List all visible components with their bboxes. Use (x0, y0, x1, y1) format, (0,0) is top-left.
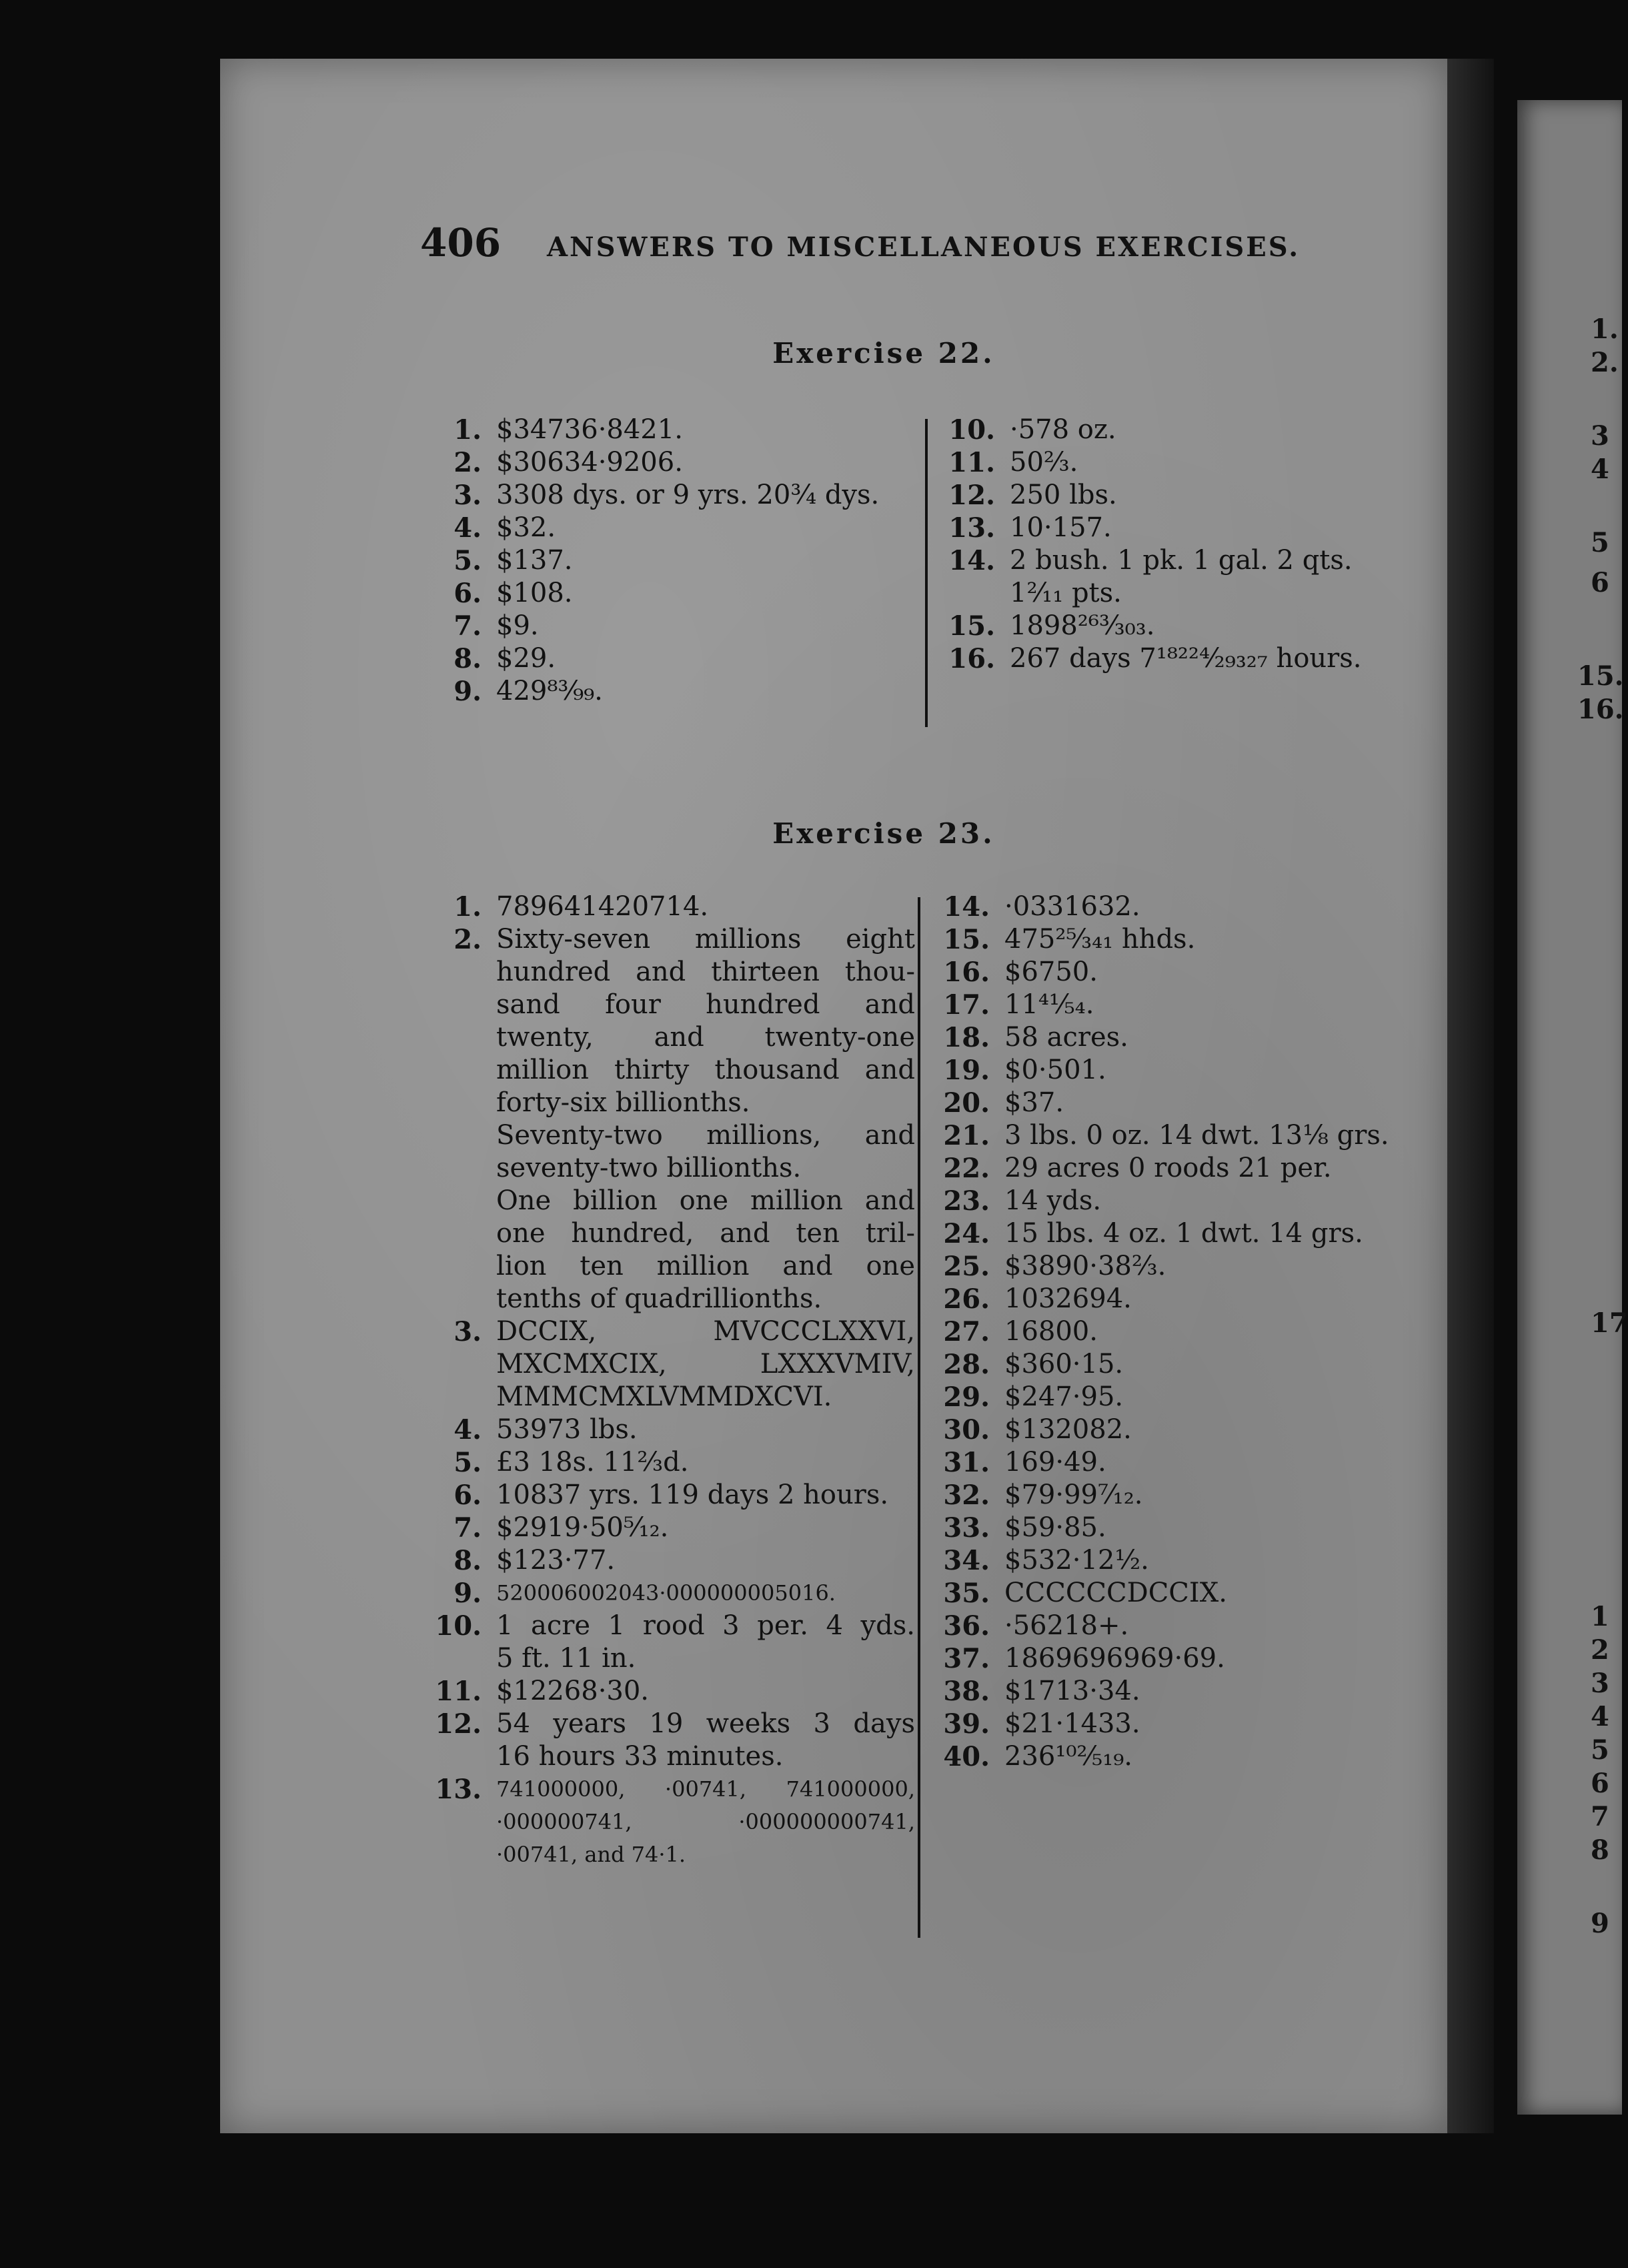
answer-item (928, 1708, 1442, 1740)
answer-continuation: ·000000741, ·000000000741, (496, 1809, 915, 1834)
answer-item (420, 1610, 915, 1642)
answer-number (420, 1185, 496, 1217)
answer-text: 53973 lbs. (496, 1414, 638, 1445)
answer-number: 7. (454, 1512, 482, 1544)
answer-text: 169·49. (1004, 1447, 1106, 1478)
facing-page-number: 5 (1591, 527, 1609, 558)
answer-text: 789641420714. (496, 891, 709, 922)
answer-text: 520006002043·000000005016. (496, 1580, 836, 1606)
answer-number: 14. (943, 891, 990, 923)
answer-text: 16800. (1004, 1316, 1098, 1347)
answer-number: 39. (943, 1708, 990, 1740)
answer-number: 26. (943, 1283, 990, 1315)
answer-text: ·578 oz. (1010, 414, 1116, 445)
answer-item (420, 1185, 915, 1217)
answer-number: 1. (454, 891, 482, 923)
answer-number: 31. (943, 1447, 990, 1478)
answer-item (420, 1413, 915, 1446)
answer-number: 3. (454, 480, 482, 511)
answer-text: DCCIX, MVCCCLXXVI, (496, 1316, 915, 1347)
answer-item (928, 1577, 1442, 1610)
page-content (220, 0, 1447, 2268)
answer-number: 22. (943, 1153, 990, 1184)
answer-item (928, 1250, 1442, 1283)
answer-text: $21·1433. (1004, 1708, 1140, 1739)
answer-text: $12268·30. (496, 1676, 650, 1706)
answer-item (928, 956, 1442, 989)
answer-text: 741000000, ·00741, 741000000, (496, 1776, 915, 1802)
answer-item (420, 891, 915, 923)
answer-number: 12. (948, 480, 995, 511)
answer-continuation: ·00741, and 74·1. (496, 1842, 686, 1867)
answer-number: 1. (454, 414, 482, 446)
answer-text: $532·12½. (1004, 1545, 1149, 1576)
answer-item (420, 544, 927, 577)
answer-item (420, 1315, 915, 1348)
answer-text: 15 lbs. 4 oz. 1 dwt. 14 grs. (1004, 1218, 1363, 1249)
answer-text: $123·77. (496, 1545, 616, 1576)
answer-item (420, 610, 927, 642)
answer-item (934, 479, 1434, 512)
answer-item (420, 414, 927, 446)
answer-text: 14 yds. (1004, 1185, 1102, 1216)
facing-page-number: 9 (1591, 1908, 1609, 1939)
answer-item (420, 1446, 915, 1479)
answer-text: $37. (1004, 1087, 1064, 1118)
exercise-22-right-column (934, 414, 1434, 675)
answer-text: £3 18s. 11⅔d. (496, 1447, 689, 1478)
facing-page-number: 7 (1591, 1801, 1609, 1832)
answer-text: ·56218+. (1004, 1610, 1129, 1641)
answer-text: 250 lbs. (1010, 480, 1117, 510)
answer-item (928, 1544, 1442, 1577)
answer-number: 19. (943, 1055, 990, 1086)
answer-item (934, 414, 1434, 446)
answer-number: 8. (454, 643, 482, 674)
answer-number: 16. (948, 643, 995, 674)
answer-item (928, 1087, 1442, 1119)
answer-number: 20. (943, 1087, 990, 1119)
answer-text: Seventy-two millions, and (496, 1120, 915, 1151)
answer-text: 429⁸³⁄₉₉. (496, 676, 603, 706)
answer-number: 37. (943, 1643, 990, 1674)
answer-item (420, 1675, 915, 1708)
answer-item (928, 923, 1442, 956)
answer-item (420, 1773, 915, 1806)
exercise-22-left-column (420, 414, 927, 708)
answer-continuation: seventy-two billionths. (496, 1153, 802, 1183)
answer-item (420, 642, 927, 675)
answer-number: 34. (943, 1545, 990, 1576)
answer-number: 40. (943, 1741, 990, 1772)
answer-item (928, 1119, 1442, 1152)
answer-text: $79·99⁷⁄₁₂. (1004, 1480, 1143, 1510)
answer-item (928, 1479, 1442, 1512)
answer-continuation: 5 ft. 11 in. (496, 1643, 636, 1674)
answer-continuation: lion ten million and one (496, 1251, 915, 1281)
answer-item (420, 1577, 915, 1610)
answer-continuation: million thirty thousand and (496, 1055, 915, 1085)
answer-number: 30. (943, 1414, 990, 1446)
answer-continuation: hundred and thirteen thou- (496, 957, 915, 987)
answer-text: $137. (496, 545, 573, 576)
answer-item (934, 544, 1434, 577)
answer-item (420, 1544, 915, 1577)
answer-number: 17. (943, 989, 990, 1021)
answer-number: 8. (454, 1545, 482, 1576)
exercise-22-heading: Exercise 22. (772, 337, 995, 370)
answer-text: $32. (496, 512, 556, 543)
answer-item (928, 1217, 1442, 1250)
answer-item (934, 446, 1434, 479)
answer-number: 9. (454, 1578, 482, 1609)
answer-text: 50⅔. (1010, 447, 1078, 478)
answer-number: 11. (435, 1676, 482, 1707)
answer-text: 10·157. (1010, 512, 1112, 543)
answer-text: 1032694. (1004, 1283, 1132, 1314)
answer-number: 6. (454, 578, 482, 609)
answer-text: 29 acres 0 roods 21 per. (1004, 1153, 1332, 1183)
answer-item (928, 1054, 1442, 1087)
answer-continuation: 16 hours 33 minutes. (496, 1741, 784, 1772)
answer-number: 2. (454, 924, 482, 955)
answer-item (928, 891, 1442, 923)
exercise-23-left-column (420, 891, 915, 1871)
answer-number: 7. (454, 610, 482, 642)
answer-item (420, 577, 927, 610)
facing-page-number: 4 (1591, 1701, 1609, 1732)
answer-text: 3 lbs. 0 oz. 14 dwt. 13⅛ grs. (1004, 1120, 1389, 1151)
answer-text: 1869696969·69. (1004, 1643, 1225, 1674)
answer-text: 1 acre 1 rood 3 per. 4 yds. (496, 1610, 915, 1641)
answer-number: 10. (435, 1610, 482, 1642)
facing-page-number: 4 (1591, 454, 1609, 485)
exercise-23-right-column (928, 891, 1442, 1773)
answer-continuation: twenty, and twenty-one (496, 1022, 915, 1053)
answer-item (420, 1708, 915, 1740)
answer-number (420, 1119, 496, 1152)
answer-text: $1713·34. (1004, 1676, 1140, 1706)
column-rule (925, 419, 928, 727)
answer-item (928, 1413, 1442, 1446)
answer-text: 267 days 7¹⁸²²⁴⁄₂₉₃₂₇ hours. (1010, 643, 1362, 674)
answer-number: 21. (943, 1120, 990, 1151)
answer-text: $2919·50⁵⁄₁₂. (496, 1512, 669, 1543)
answer-item (928, 1446, 1442, 1479)
answer-number: 11. (948, 447, 995, 478)
exercise-23-heading: Exercise 23. (772, 817, 995, 850)
answer-number: 35. (943, 1578, 990, 1609)
answer-text: CCCCCCDCCIX. (1004, 1578, 1227, 1608)
answer-item (928, 1283, 1442, 1315)
answer-continuation: sand four hundred and (496, 989, 915, 1020)
answer-text: $360·15. (1004, 1349, 1124, 1379)
answer-item (420, 1119, 915, 1152)
answer-text: 58 acres. (1004, 1022, 1128, 1053)
running-head-title: ANSWERS TO MISCELLANEOUS EXERCISES. (547, 231, 1301, 263)
answer-text: $30634·9206. (496, 447, 683, 478)
answer-number: 33. (943, 1512, 990, 1544)
facing-page-number: 15. (1577, 660, 1624, 692)
answer-number: 2. (454, 447, 482, 478)
answer-item (934, 610, 1434, 642)
facing-page-number: 6 (1591, 1768, 1609, 1799)
answer-number: 4. (454, 512, 482, 544)
answer-item (928, 1185, 1442, 1217)
answer-item (420, 512, 927, 544)
answer-text: 54 years 19 weeks 3 days (496, 1708, 915, 1739)
answer-number: 16. (943, 957, 990, 988)
answer-item (928, 989, 1442, 1021)
answer-item (928, 1675, 1442, 1708)
answer-number: 12. (435, 1708, 482, 1740)
facing-page-fragment (1517, 100, 1628, 2115)
answer-number: 3. (454, 1316, 482, 1347)
answer-text: $59·85. (1004, 1512, 1106, 1543)
answer-continuation: 1²⁄₁₁ pts. (1010, 578, 1122, 608)
answer-text: 236¹⁰²⁄₅₁₉. (1004, 1741, 1132, 1772)
answer-text: $9. (496, 610, 539, 641)
answer-item (934, 642, 1434, 675)
answer-text: 11⁴¹⁄₅₄. (1004, 989, 1094, 1020)
facing-page-number: 8 (1591, 1834, 1609, 1866)
answer-text: $29. (496, 643, 556, 674)
answer-item (420, 1479, 915, 1512)
answer-item (928, 1610, 1442, 1642)
facing-page-number: 5 (1591, 1734, 1609, 1766)
running-head (420, 220, 1407, 265)
answer-text: $34736·8421. (496, 414, 683, 445)
answer-number: 15. (943, 924, 990, 955)
answer-number: 6. (454, 1480, 482, 1511)
answer-item (928, 1021, 1442, 1054)
column-rule (918, 897, 920, 1938)
answer-number: 4. (454, 1414, 482, 1446)
answer-number: 25. (943, 1251, 990, 1282)
answer-text: Sixty-seven millions eight (496, 924, 915, 955)
answer-text: $0·501. (1004, 1055, 1106, 1085)
answer-item (928, 1740, 1442, 1773)
answer-number: 29. (943, 1381, 990, 1413)
answer-text: $108. (496, 578, 573, 608)
facing-page-number: 1. (1591, 314, 1619, 345)
answer-number: 36. (943, 1610, 990, 1642)
answer-number: 13. (948, 512, 995, 544)
answer-number: 10. (948, 414, 995, 446)
answer-number: 18. (943, 1022, 990, 1053)
answer-item (928, 1152, 1442, 1185)
answer-item (420, 923, 915, 956)
answer-number: 13. (435, 1774, 482, 1805)
answer-item (420, 479, 927, 512)
answer-number: 14. (948, 545, 995, 576)
facing-page-number: 1 (1591, 1601, 1609, 1632)
answer-continuation: forty-six billionths. (496, 1087, 750, 1118)
answer-number: 15. (948, 610, 995, 642)
page-edge-shadow (1447, 59, 1494, 2133)
page-number: 406 (420, 220, 502, 265)
answer-number: 24. (943, 1218, 990, 1249)
answer-item (420, 446, 927, 479)
answer-text: $6750. (1004, 957, 1098, 987)
facing-page-number: 2 (1591, 1634, 1609, 1666)
answer-number: 5. (454, 1447, 482, 1478)
answer-number: 9. (454, 676, 482, 707)
answer-item (928, 1315, 1442, 1348)
answer-item (420, 1512, 915, 1544)
answer-number: 23. (943, 1185, 990, 1217)
answer-item (420, 675, 927, 708)
answer-text: $3890·38⅔. (1004, 1251, 1166, 1281)
answer-text: $247·95. (1004, 1381, 1124, 1412)
facing-page-number: 16. (1577, 694, 1624, 725)
facing-page-number: 2. (1591, 347, 1619, 378)
answer-item (928, 1381, 1442, 1413)
answer-item (928, 1348, 1442, 1381)
answer-item (928, 1512, 1442, 1544)
answer-text: ·0331632. (1004, 891, 1140, 922)
answer-number: 5. (454, 545, 482, 576)
facing-page-number: 3 (1591, 420, 1609, 452)
answer-text: 1898²⁶³⁄₃₀₃. (1010, 610, 1155, 641)
answer-number: 38. (943, 1676, 990, 1707)
answer-text: 3308 dys. or 9 yrs. 20¾ dys. (496, 480, 880, 510)
answer-continuation: MXCMXCIX, LXXXVMIV, (496, 1349, 915, 1379)
answer-number: 27. (943, 1316, 990, 1347)
answer-item (934, 512, 1434, 544)
answer-text: 475²⁵⁄₃₄₁ hhds. (1004, 924, 1196, 955)
answer-text: 10837 yrs. 119 days 2 hours. (496, 1480, 889, 1510)
answer-text: 2 bush. 1 pk. 1 gal. 2 qts. (1010, 545, 1353, 576)
answer-continuation: MMMCMXLVMMDXCVI. (496, 1381, 832, 1412)
answer-number: 28. (943, 1349, 990, 1380)
facing-page-number: 17 (1591, 1307, 1628, 1339)
answer-text: One billion one million and (496, 1185, 915, 1216)
answer-item (928, 1642, 1442, 1675)
facing-page-number: 6 (1591, 567, 1609, 598)
answer-continuation: one hundred, and ten tril- (496, 1218, 915, 1249)
answer-continuation: tenths of quadrillionths. (496, 1283, 822, 1314)
answer-number: 32. (943, 1480, 990, 1511)
answer-text: $132082. (1004, 1414, 1132, 1445)
facing-page-number: 3 (1591, 1668, 1609, 1699)
